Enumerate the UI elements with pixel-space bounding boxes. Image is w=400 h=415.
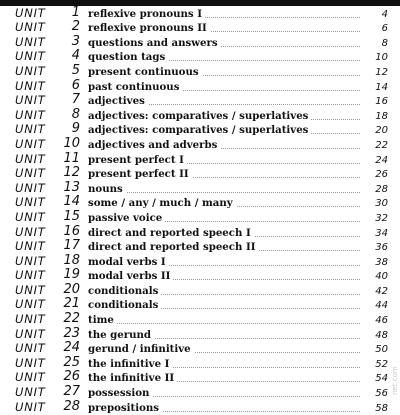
page-number: 58 bbox=[372, 403, 388, 414]
unit-word: UNIT bbox=[15, 341, 46, 356]
toc-row bbox=[0, 210, 400, 225]
unit-number: 10 bbox=[63, 135, 80, 151]
unit-title bbox=[88, 299, 161, 311]
unit-word: UNIT bbox=[15, 224, 46, 239]
unit-number: 17 bbox=[63, 238, 80, 254]
page-number: 40 bbox=[372, 271, 388, 282]
page-number: 36 bbox=[372, 242, 388, 253]
unit-title bbox=[88, 387, 152, 399]
unit-title-text: possession bbox=[88, 387, 152, 399]
unit-title bbox=[88, 139, 220, 151]
toc-row bbox=[0, 298, 400, 313]
unit-word: UNIT bbox=[15, 151, 46, 166]
page-number: 46 bbox=[372, 315, 388, 326]
unit-title bbox=[88, 66, 202, 78]
toc-row bbox=[0, 181, 400, 196]
page-number: 12 bbox=[372, 67, 388, 78]
unit-number: 1 bbox=[71, 4, 80, 20]
watermark: net.com bbox=[391, 366, 399, 395]
unit-number: 20 bbox=[63, 281, 80, 297]
unit-number: 24 bbox=[63, 340, 80, 356]
unit-number: 23 bbox=[63, 325, 80, 341]
unit-number: 4 bbox=[71, 48, 80, 64]
unit-word: UNIT bbox=[15, 282, 46, 297]
unit-word: UNIT bbox=[15, 326, 46, 341]
unit-number: 14 bbox=[63, 194, 80, 210]
toc-row bbox=[0, 64, 400, 79]
unit-word: UNIT bbox=[15, 34, 46, 49]
unit-number: 27 bbox=[63, 384, 80, 400]
toc-row bbox=[0, 6, 400, 21]
page-number: 48 bbox=[372, 330, 388, 341]
toc-row bbox=[0, 94, 400, 109]
unit-word: UNIT bbox=[15, 239, 46, 254]
page-number: 56 bbox=[372, 388, 388, 399]
unit-title-text: direct and reported speech I bbox=[88, 227, 254, 239]
page-number: 14 bbox=[372, 82, 388, 93]
unit-word: UNIT bbox=[15, 209, 46, 224]
unit-title bbox=[88, 110, 311, 122]
unit-number: 19 bbox=[63, 267, 80, 283]
toc-row bbox=[0, 342, 400, 357]
unit-word: UNIT bbox=[15, 136, 46, 151]
unit-title-text: the infinitive I bbox=[88, 358, 172, 370]
page-number: 10 bbox=[372, 52, 388, 63]
unit-title-text: question tags bbox=[88, 51, 168, 63]
unit-title-text: the infinitive II bbox=[88, 372, 177, 384]
toc-row bbox=[0, 152, 400, 167]
unit-number: 15 bbox=[63, 208, 80, 224]
unit-word: UNIT bbox=[15, 5, 46, 20]
unit-title bbox=[88, 8, 205, 20]
unit-number: 21 bbox=[63, 296, 80, 312]
unit-title bbox=[88, 183, 126, 195]
unit-title-text: adjectives: comparatives / superlatives bbox=[88, 110, 311, 122]
page-number: 6 bbox=[379, 23, 388, 34]
unit-title-text: direct and reported speech II bbox=[88, 241, 258, 253]
unit-title-text: present continuous bbox=[88, 66, 202, 78]
unit-title-text: reflexive pronouns I bbox=[88, 8, 205, 20]
unit-number: 3 bbox=[71, 33, 80, 49]
page-number: 16 bbox=[372, 96, 388, 107]
unit-number: 16 bbox=[63, 223, 80, 239]
toc-row bbox=[0, 327, 400, 342]
unit-number: 9 bbox=[71, 121, 80, 137]
unit-title bbox=[88, 227, 254, 239]
unit-number: 12 bbox=[63, 165, 80, 181]
unit-number: 22 bbox=[63, 311, 80, 327]
unit-title-text: questions and answers bbox=[88, 37, 221, 49]
unit-title bbox=[88, 329, 154, 341]
page-number: 54 bbox=[372, 373, 388, 384]
unit-title-text: past continuous bbox=[88, 81, 182, 93]
page-number: 42 bbox=[372, 286, 388, 297]
leader-dots bbox=[88, 192, 360, 193]
unit-number: 5 bbox=[71, 62, 80, 78]
unit-title-text: gerund / infinitive bbox=[88, 343, 194, 355]
unit-title-text: the gerund bbox=[88, 329, 154, 341]
page-number: 4 bbox=[379, 9, 388, 20]
toc-row bbox=[0, 240, 400, 255]
unit-title-text: modal verbs I bbox=[88, 256, 169, 268]
unit-title bbox=[88, 241, 258, 253]
page-number: 34 bbox=[372, 228, 388, 239]
page-number: 22 bbox=[372, 140, 388, 151]
unit-number: 25 bbox=[63, 354, 80, 370]
page-number: 50 bbox=[372, 344, 388, 355]
unit-title bbox=[88, 256, 169, 268]
unit-title bbox=[88, 168, 192, 180]
unit-title-text: adjectives: comparatives / superlatives bbox=[88, 124, 311, 136]
unit-number: 8 bbox=[71, 106, 80, 122]
toc-row bbox=[0, 79, 400, 94]
unit-number: 6 bbox=[71, 77, 80, 93]
unit-number: 28 bbox=[63, 398, 80, 414]
toc-row bbox=[0, 312, 400, 327]
unit-word: UNIT bbox=[15, 93, 46, 108]
toc-row bbox=[0, 167, 400, 182]
unit-word: UNIT bbox=[15, 399, 46, 414]
unit-word: UNIT bbox=[15, 312, 46, 327]
toc-row bbox=[0, 123, 400, 138]
table-of-contents bbox=[0, 6, 400, 415]
toc-row bbox=[0, 400, 400, 415]
unit-word: UNIT bbox=[15, 268, 46, 283]
page-number: 26 bbox=[372, 169, 388, 180]
unit-word: UNIT bbox=[15, 385, 46, 400]
page-number: 32 bbox=[372, 213, 388, 224]
leader-dots bbox=[88, 323, 360, 324]
unit-title bbox=[88, 197, 236, 209]
unit-word: UNIT bbox=[15, 166, 46, 181]
unit-title bbox=[88, 270, 173, 282]
unit-word: UNIT bbox=[15, 253, 46, 268]
toc-row bbox=[0, 137, 400, 152]
unit-title bbox=[88, 212, 165, 224]
unit-title-text: adjectives bbox=[88, 95, 148, 107]
unit-word: UNIT bbox=[15, 370, 46, 385]
toc-row bbox=[0, 35, 400, 50]
unit-title-text: modal verbs II bbox=[88, 270, 173, 282]
unit-title bbox=[88, 314, 117, 326]
page-number: 44 bbox=[372, 300, 388, 311]
unit-word: UNIT bbox=[15, 107, 46, 122]
unit-title-text: present perfect I bbox=[88, 154, 187, 166]
page-number: 18 bbox=[372, 111, 388, 122]
unit-word: UNIT bbox=[15, 355, 46, 370]
toc-row bbox=[0, 225, 400, 240]
toc-row bbox=[0, 371, 400, 386]
unit-title bbox=[88, 343, 194, 355]
page-number: 38 bbox=[372, 257, 388, 268]
toc-row bbox=[0, 254, 400, 269]
page-number: 8 bbox=[379, 38, 388, 49]
toc-row bbox=[0, 50, 400, 65]
unit-word: UNIT bbox=[15, 122, 46, 137]
toc-row bbox=[0, 356, 400, 371]
unit-title-text: conditionals bbox=[88, 285, 161, 297]
unit-title-text: some / any / much / many bbox=[88, 197, 236, 209]
page-number: 20 bbox=[372, 125, 388, 136]
unit-title bbox=[88, 22, 210, 34]
unit-title-text: present perfect II bbox=[88, 168, 192, 180]
unit-title bbox=[88, 95, 148, 107]
unit-title bbox=[88, 285, 161, 297]
unit-number: 11 bbox=[63, 150, 80, 166]
unit-title bbox=[88, 372, 177, 384]
toc-row bbox=[0, 108, 400, 123]
unit-number: 7 bbox=[71, 92, 80, 108]
unit-word: UNIT bbox=[15, 297, 46, 312]
page-number: 24 bbox=[372, 155, 388, 166]
page-number: 30 bbox=[372, 198, 388, 209]
page-number: 52 bbox=[372, 359, 388, 370]
unit-number: 13 bbox=[63, 179, 80, 195]
unit-number: 2 bbox=[71, 19, 80, 35]
toc-row bbox=[0, 196, 400, 211]
unit-title bbox=[88, 358, 172, 370]
unit-word: UNIT bbox=[15, 78, 46, 93]
toc-row bbox=[0, 283, 400, 298]
page-number: 28 bbox=[372, 184, 388, 195]
unit-title bbox=[88, 37, 221, 49]
unit-title bbox=[88, 402, 162, 414]
unit-title bbox=[88, 81, 182, 93]
unit-title-text: time bbox=[88, 314, 117, 326]
toc-row bbox=[0, 21, 400, 36]
unit-word: UNIT bbox=[15, 180, 46, 195]
unit-title bbox=[88, 51, 168, 63]
unit-word: UNIT bbox=[15, 49, 46, 64]
unit-title-text: passive voice bbox=[88, 212, 165, 224]
unit-word: UNIT bbox=[15, 195, 46, 210]
toc-row bbox=[0, 269, 400, 284]
unit-title-text: conditionals bbox=[88, 299, 161, 311]
unit-title-text: nouns bbox=[88, 183, 126, 195]
unit-number: 26 bbox=[63, 369, 80, 385]
toc-row bbox=[0, 385, 400, 400]
unit-title bbox=[88, 124, 311, 136]
unit-word: UNIT bbox=[15, 63, 46, 78]
unit-word: UNIT bbox=[15, 20, 46, 35]
unit-number: 18 bbox=[63, 252, 80, 268]
unit-title-text: reflexive pronouns II bbox=[88, 22, 210, 34]
unit-title bbox=[88, 154, 187, 166]
unit-title-text: prepositions bbox=[88, 402, 162, 414]
unit-title-text: adjectives and adverbs bbox=[88, 139, 220, 151]
